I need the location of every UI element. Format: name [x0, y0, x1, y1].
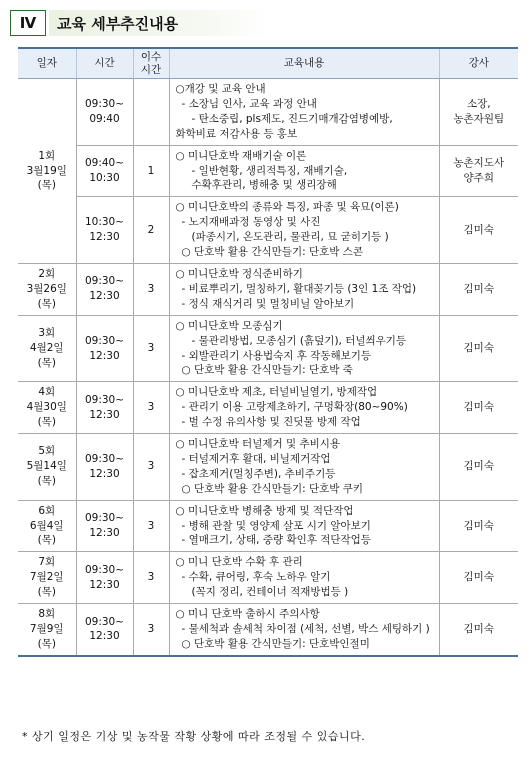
table-row	[18, 500, 518, 552]
content-line: ○ 미니 단호박 수확 후 관리	[175, 556, 303, 569]
time-label: 09:30~	[84, 563, 125, 576]
header-time: 시간	[76, 48, 133, 79]
content-cell	[169, 263, 439, 315]
session-label: 3월26일	[26, 282, 67, 295]
time-label: 10:30~	[84, 216, 125, 229]
section-heading	[10, 10, 269, 36]
hours-cell: 3	[133, 315, 169, 382]
content-line: 수확후관리, 병해충 및 생리장해	[191, 179, 337, 192]
content-cell	[169, 500, 439, 552]
instructor-cell	[439, 79, 518, 146]
session-label: 5월14일	[26, 460, 67, 473]
content-line: - 수확, 큐어링, 후숙 노하우 알기	[181, 571, 331, 584]
time-label: 09:40~	[84, 157, 125, 170]
time-cell	[76, 145, 133, 197]
content-line: (파종시기, 온도관리, 물관리, 묘 굳히기등 )	[191, 231, 389, 244]
session-label: 7월2일	[29, 571, 64, 584]
section-title: 교육 세부추진내용	[49, 10, 269, 36]
content-line: - 잡초제거(멀칭주변), 추비주기등	[181, 467, 336, 480]
table-row	[18, 197, 518, 264]
session-label: 3회	[38, 327, 56, 340]
time-label: 12:30	[89, 290, 120, 303]
content-line: ○ 미니단호박 모종심기	[175, 319, 283, 332]
time-label: 09:30~	[84, 452, 125, 465]
time-cell	[76, 197, 133, 264]
time-label: 09:30~	[84, 334, 125, 347]
table-row	[18, 79, 518, 146]
content-line: 화학비료 저감사용 등 홍보	[175, 127, 298, 140]
time-label: 12:30	[89, 527, 120, 540]
instructor-cell	[439, 500, 518, 552]
table-row	[18, 604, 518, 656]
instructor-cell	[439, 604, 518, 656]
time-label: 12:30	[89, 349, 120, 362]
hours-cell: 3	[133, 263, 169, 315]
session-label: 8회	[38, 608, 56, 621]
content-cell	[169, 434, 439, 501]
session-label: (목)	[37, 356, 56, 369]
time-cell	[76, 315, 133, 382]
content-line: - 비료뿌리기, 멀칭하기, 활대꽂기등 (3인 1조 작업)	[181, 282, 417, 295]
time-label: 12:30	[89, 408, 120, 421]
time-label: 09:40	[89, 112, 120, 125]
table-row	[18, 434, 518, 501]
table-row	[18, 315, 518, 382]
instructor-name: 김미숙	[463, 519, 494, 532]
content-line: - 탄소중립, pls제도, 진드기매개감염병예방,	[191, 112, 393, 125]
time-label: 09:30~	[84, 512, 125, 525]
table-row	[18, 382, 518, 434]
table-header-row	[18, 48, 518, 79]
header-hours: 이수 시간	[133, 48, 169, 79]
content-line: - 터널제거후 활대, 비닐제거작업	[181, 452, 331, 465]
instructor-name: 김미숙	[463, 460, 494, 473]
instructor-cell	[439, 434, 518, 501]
hours-cell: 2	[133, 197, 169, 264]
time-label: 09:30~	[84, 97, 125, 110]
instructor-cell	[439, 382, 518, 434]
content-line: - 물세척과 솔세척 차이점 (세척, 선별, 박스 세팅하기 )	[181, 623, 430, 635]
hours-cell: 3	[133, 500, 169, 552]
session-label: (목)	[37, 297, 56, 310]
session-cell	[18, 434, 76, 501]
content-line: ○ 단호박 활용 간식만들기: 단호박 쿠키	[181, 482, 364, 495]
time-label: 09:30~	[84, 275, 125, 288]
instructor-name: 김미숙	[463, 401, 494, 414]
session-cell	[18, 263, 76, 315]
content-cell	[169, 145, 439, 197]
content-line: - 외발관리기 사용법숙지 후 작동해보기등	[181, 349, 372, 362]
session-label: (목)	[37, 586, 56, 599]
session-label: 7월9일	[29, 623, 64, 635]
time-label: 10:30	[89, 171, 120, 184]
instructor-name: 김미숙	[463, 623, 494, 635]
hours-cell: 3	[133, 434, 169, 501]
content-line: - 관리기 이용 고랑제초하기, 구멍확장(80~90%)	[181, 401, 408, 414]
instructor-cell	[439, 197, 518, 264]
content-cell	[169, 79, 439, 146]
session-label: 6월4일	[29, 519, 64, 532]
content-line: ○ 미니단호박 재배기술 이론	[175, 149, 307, 162]
session-label: 2회	[38, 267, 56, 280]
time-cell	[76, 79, 133, 146]
session-cell	[18, 604, 76, 656]
content-line: - 물관리방법, 모종심기 (흙덮기), 터널씌우기등	[191, 334, 407, 347]
session-label: 5회	[38, 445, 56, 458]
content-cell	[169, 197, 439, 264]
instructor-cell	[439, 315, 518, 382]
content-line: - 병해 관찰 및 영양제 살포 시기 알아보기	[181, 519, 371, 532]
hours-cell: 3	[133, 382, 169, 434]
hours-cell: 1	[133, 145, 169, 197]
schedule-body	[18, 79, 518, 656]
time-label: 09:30~	[84, 393, 125, 406]
content-line: (꼭지 정리, 컨테이너 적재방법등 )	[191, 586, 349, 599]
section-number: Ⅳ	[10, 10, 46, 36]
session-label: 4회	[38, 386, 56, 399]
session-label: 1회	[38, 149, 56, 162]
time-cell	[76, 552, 133, 604]
session-label: 6회	[38, 504, 56, 517]
content-line: - 열매크기, 상태, 중량 확인후 적단작업등	[181, 534, 371, 547]
session-cell	[18, 382, 76, 434]
time-label: 09:30~	[84, 615, 125, 628]
instructor-name: 양주희	[463, 171, 494, 184]
instructor-name: 김미숙	[463, 342, 494, 355]
session-cell	[18, 315, 76, 382]
instructor-name: 소장,	[466, 97, 491, 110]
session-cell	[18, 552, 76, 604]
table-row	[18, 552, 518, 604]
session-label: (목)	[37, 637, 56, 650]
footnote: * 상기 일정은 기상 및 농작물 작황 상황에 따라 조정될 수 있습니다.	[22, 730, 366, 743]
schedule-table	[18, 47, 518, 657]
time-label: 12:30	[89, 467, 120, 480]
session-label: (목)	[37, 416, 56, 429]
time-cell	[76, 382, 133, 434]
hours-cell: 3	[133, 604, 169, 656]
content-line: - 소장님 인사, 교육 과정 안내	[181, 97, 317, 110]
header-instructor: 강사	[439, 48, 518, 79]
session-label: (목)	[37, 475, 56, 488]
content-line: ○ 미니 단호박 출하시 주의사항	[175, 608, 320, 621]
content-line: ○ 단호박 활용 간식만들기: 단호박인절미	[181, 637, 370, 650]
hours-cell: 3	[133, 552, 169, 604]
session-label: 3월19일	[26, 164, 67, 177]
time-cell	[76, 434, 133, 501]
session-label: (목)	[37, 179, 56, 192]
header-content: 교육내용	[169, 48, 439, 79]
content-line: ○ 단호박 활용 간식만들기: 단호박 스콘	[181, 246, 364, 259]
session-cell	[18, 79, 76, 264]
instructor-name: 농촌자원팀	[453, 112, 505, 125]
time-cell	[76, 604, 133, 656]
session-label: 7회	[38, 556, 56, 569]
instructor-name: 김미숙	[463, 282, 494, 295]
content-line: - 벌 수정 유의사항 및 진딧물 방제 작업	[181, 416, 361, 429]
table-row	[18, 263, 518, 315]
time-cell	[76, 263, 133, 315]
instructor-name: 김미숙	[463, 571, 494, 584]
time-cell	[76, 500, 133, 552]
instructor-name: 김미숙	[463, 223, 494, 236]
instructor-cell	[439, 263, 518, 315]
content-line: - 일반현황, 생리적특징, 재배기술,	[191, 164, 348, 177]
content-line: ○ 미니단호박 터널제거 및 추비시용	[175, 438, 341, 451]
content-cell	[169, 382, 439, 434]
time-label: 12:30	[89, 630, 120, 643]
content-line: ○ 미니단호박 정식준비하기	[175, 267, 303, 280]
content-line: - 노지재배과정 동영상 및 사진	[181, 216, 321, 229]
content-line: ○ 미니단호박 제초, 터널비닐열기, 방제작업	[175, 386, 378, 399]
content-cell	[169, 552, 439, 604]
hours-cell	[133, 79, 169, 146]
session-label: 4월30일	[26, 401, 67, 414]
content-line: ○ 단호박 활용 간식만들기: 단호박 죽	[181, 364, 353, 377]
instructor-name: 농촌지도사	[453, 157, 505, 170]
time-label: 12:30	[89, 578, 120, 591]
header-session: 일자	[18, 48, 76, 79]
instructor-cell	[439, 145, 518, 197]
session-label: (목)	[37, 534, 56, 547]
content-line: ○ 미니단호박의 종류와 특징, 파종 및 육묘(이론)	[175, 201, 399, 214]
content-line: - 정식 재식거리 및 멀칭비닐 알아보기	[181, 297, 355, 310]
content-cell	[169, 604, 439, 656]
content-cell	[169, 315, 439, 382]
instructor-cell	[439, 552, 518, 604]
time-label: 12:30	[89, 231, 120, 244]
table-row	[18, 145, 518, 197]
session-label: 4월2일	[29, 342, 64, 355]
session-cell	[18, 500, 76, 552]
content-line: ○개강 및 교육 안내	[175, 83, 266, 95]
content-line: ○ 미니단호박 병해충 방제 및 적단작업	[175, 504, 354, 517]
